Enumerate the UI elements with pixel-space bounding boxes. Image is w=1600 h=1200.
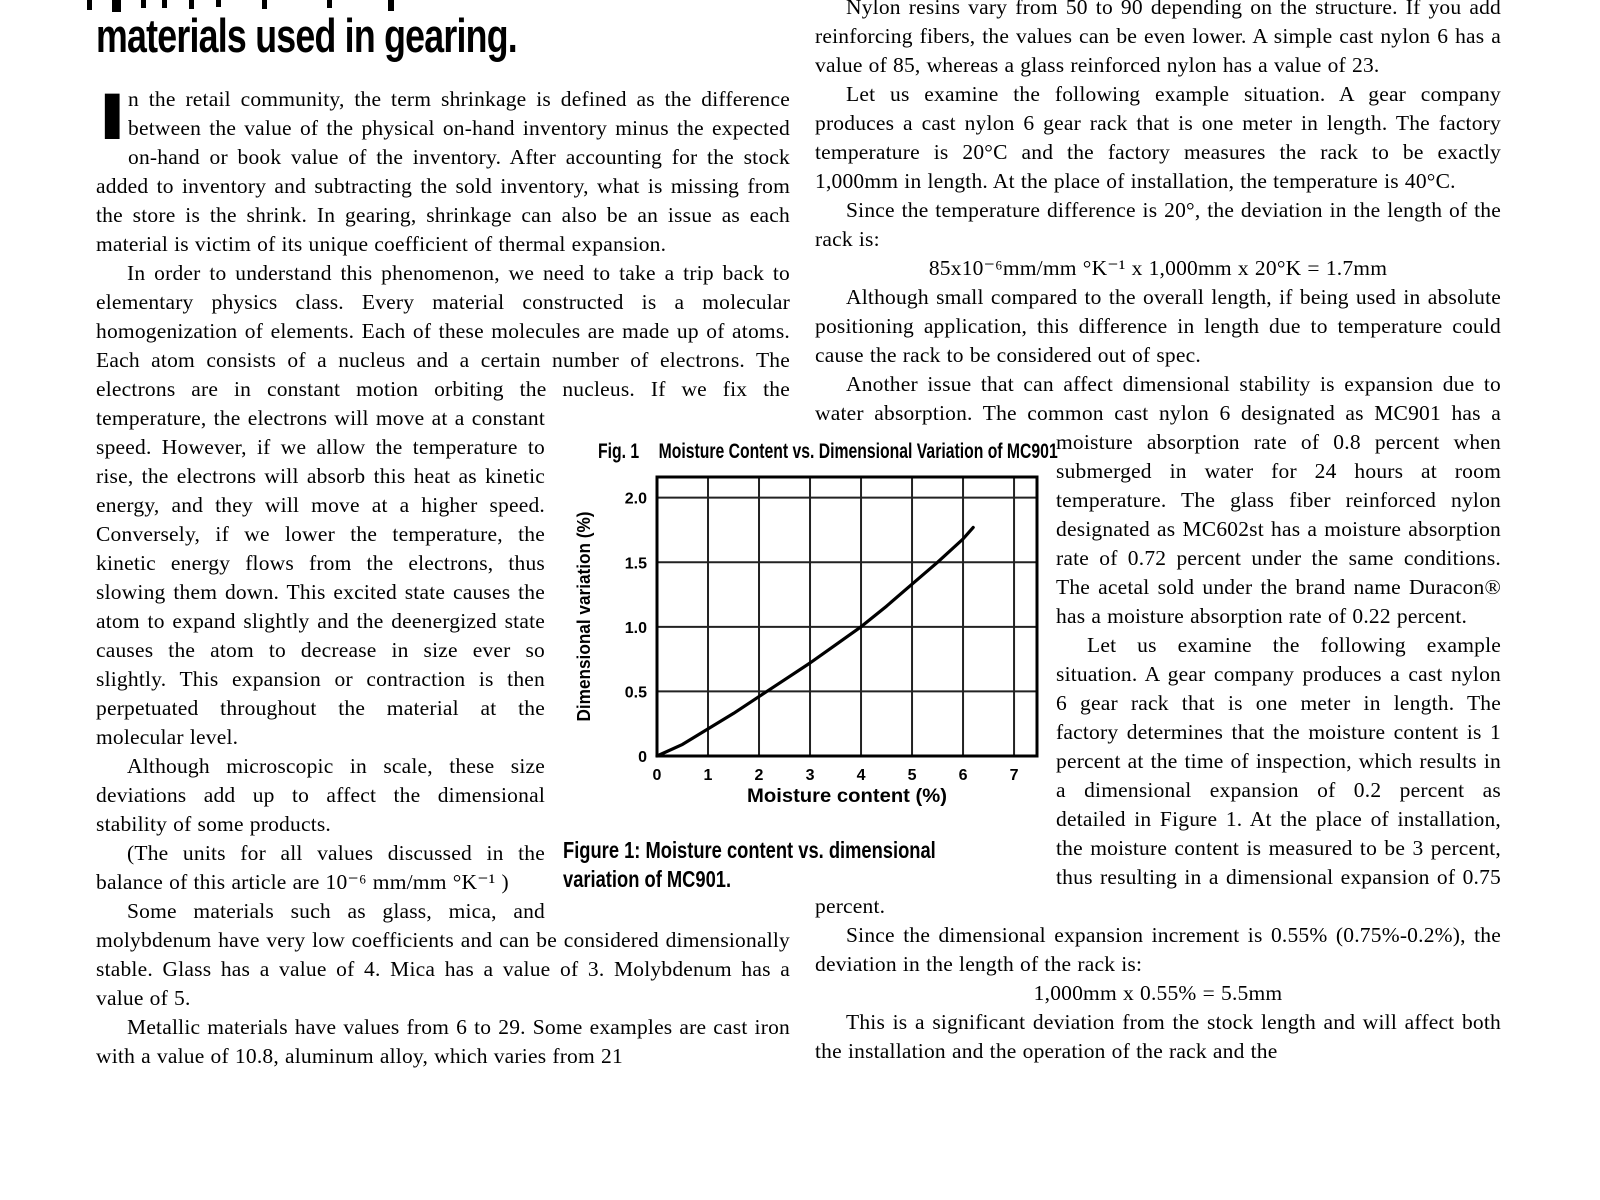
y-tick-label: 1.5	[624, 555, 647, 573]
figure-number-label: Fig. 1	[598, 440, 640, 463]
x-tick-label: 2	[754, 767, 764, 784]
x-axis-title: Moisture content (%)	[747, 786, 947, 807]
paragraph-water-absorption: Another issue that can affect dimensional stability is expansion due to water absorption. The common cast nylon 6 designated as MC901 has a moisture absorption rate of 0.8 percent when submerged in water for 24 hours at room temperature. The glass fiber reinforced nylon designated as MC602st has a moisture absorption rate of 0.72 percent under the same conditions. The acetal sold under the brand name Duracon® has a moisture absorption rate of 0.22 percent.	[815, 372, 1501, 628]
paragraph-significant-deviation: This is a significant deviation from the stock length and will affect both the installation and the operation of the rack and the	[815, 1010, 1501, 1063]
paragraph-physics: In order to understand this phenomenon, we need to take a trip back to elementary physics class. Every material constructed is a molecular homogenization of elements. Each of these molecules are made up of atoms. Each atom consists of a nucleus and a certain number of electrons. The electrons are in constant motion orbiting the nucleus. If we fix the temperature, the electrons will move at a constant speed. However, if we allow the temperature to rise, the electrons will absorb this heat as kinetic energy, and they will move at a higher speed. Conversely, if we lower the temperature, the kinetic energy flows from the electrons, thus slowing them down. This excited state causes the atom to expand slightly and the deenergized state causes the atom to decrease in size ever so slightly. This expansion or contraction is then perpetuated throughout the material at the molecular level.	[96, 261, 790, 749]
formula-thermal-expansion: 85x10⁻⁶mm/mm °K⁻¹ x 1,000mm x 20°K = 1.7mm	[928, 256, 1388, 280]
x-tick-label: 3	[805, 767, 815, 784]
article-headline: materials used in gearing.	[96, 9, 517, 62]
formula-moisture-expansion: 1,000mm x 0.55% = 5.5mm	[1033, 981, 1283, 1005]
paragraph-since-temperature: Since the temperature difference is 20°, the deviation in the length of the rack is:	[815, 198, 1501, 251]
paragraph-example-thermal: Let us examine the following example situation. A gear company produces a cast nylon 6 gear rack that is one meter in length. The factory temperature is 20°C and the factory measures the rack to be exactly 1,000mm in length. At the place of installation, the temperature is 40°C.	[815, 82, 1501, 193]
x-tick-label: 0	[652, 767, 662, 784]
figure-chart-svg	[560, 462, 1060, 812]
paragraph-stable-materials: Some materials such as glass, mica, and molybdenum have very low coefficients and can be considered dimensionally stable. Glass has a value of 4. Mica has a value of 3. Molybdenum has a value of 5.	[96, 899, 790, 1010]
paragraph-although-small: Although small compared to the overall length, if being used in absolute positioning application, this difference in length due to temperature could cause the rack to be considered out of spec.	[815, 285, 1501, 367]
x-tick-label: 5	[907, 767, 917, 784]
x-tick-label: 6	[958, 767, 968, 784]
paragraph-intro-text: n the retail community, the term shrinkage is defined as the difference between the value of the physical on-hand inventory minus the expected on-hand or book value of the inventory. After accounting for the stock added to inventory and subtracting the sold inventory, what is missing from the store is the shrink. In gearing, shrinkage can also be an issue as each material is victim of its unique coefficient of thermal expansion.	[96, 87, 790, 256]
x-tick-label: 7	[1009, 767, 1019, 784]
paragraph-since-moisture: Since the dimensional expansion increment is 0.55% (0.75%-0.2%), the deviation in the length of the rack is:	[815, 923, 1501, 976]
paragraph-nylon-values: Nylon resins vary from 50 to 90 depending on the structure. If you add reinforcing fibers, the values can be even lower. A simple cast nylon 6 has a value of 85, whereas a glass reinforced nylon has a value of 23.	[815, 0, 1501, 77]
paragraph-metallic-materials: Metallic materials have values from 6 to 29. Some examples are cast iron with a value of 10.8, aluminum alloy, which varies from 21	[96, 1015, 790, 1068]
x-tick-label: 1	[703, 767, 713, 784]
y-axis-title: Dimensional variation (%)	[574, 501, 594, 722]
paragraph-units-note: (The units for all values discussed in the balance of this article are 10⁻⁶ mm/mm °K⁻¹ )	[96, 841, 545, 894]
y-tick-label: 2.0	[624, 490, 647, 508]
paragraph-microscopic: Although microscopic in scale, these size deviations add up to affect the dimensional stability of some products.	[96, 754, 545, 836]
y-tick-label: 1.0	[624, 619, 647, 637]
paragraph-example-moisture: Let us examine the following example situation. A gear company produces a cast nylon 6 gear rack that is one meter in length. The factory determines that the moisture content is 1 percent at the time of inspection, which results in a dimensional expansion of 0.2 percent as detailed in Figure 1. At the place of installation, the moisture content is measured to be 3 percent, thus resulting in a dimensional expansion of 0.75 percent.	[815, 633, 1501, 918]
figure-title	[598, 440, 1058, 464]
plot-border	[657, 477, 1037, 756]
figure-caption: Figure 1: Moisture content vs. dimensional variation of MC901.	[563, 837, 936, 892]
x-tick-label: 4	[856, 767, 866, 784]
drop-cap: I	[98, 79, 127, 153]
y-tick-label: 0	[638, 749, 647, 766]
figure-title-text: Moisture Content vs. Dimensional Variation of MC901	[658, 440, 1058, 463]
y-tick-label: 0.5	[624, 684, 647, 702]
